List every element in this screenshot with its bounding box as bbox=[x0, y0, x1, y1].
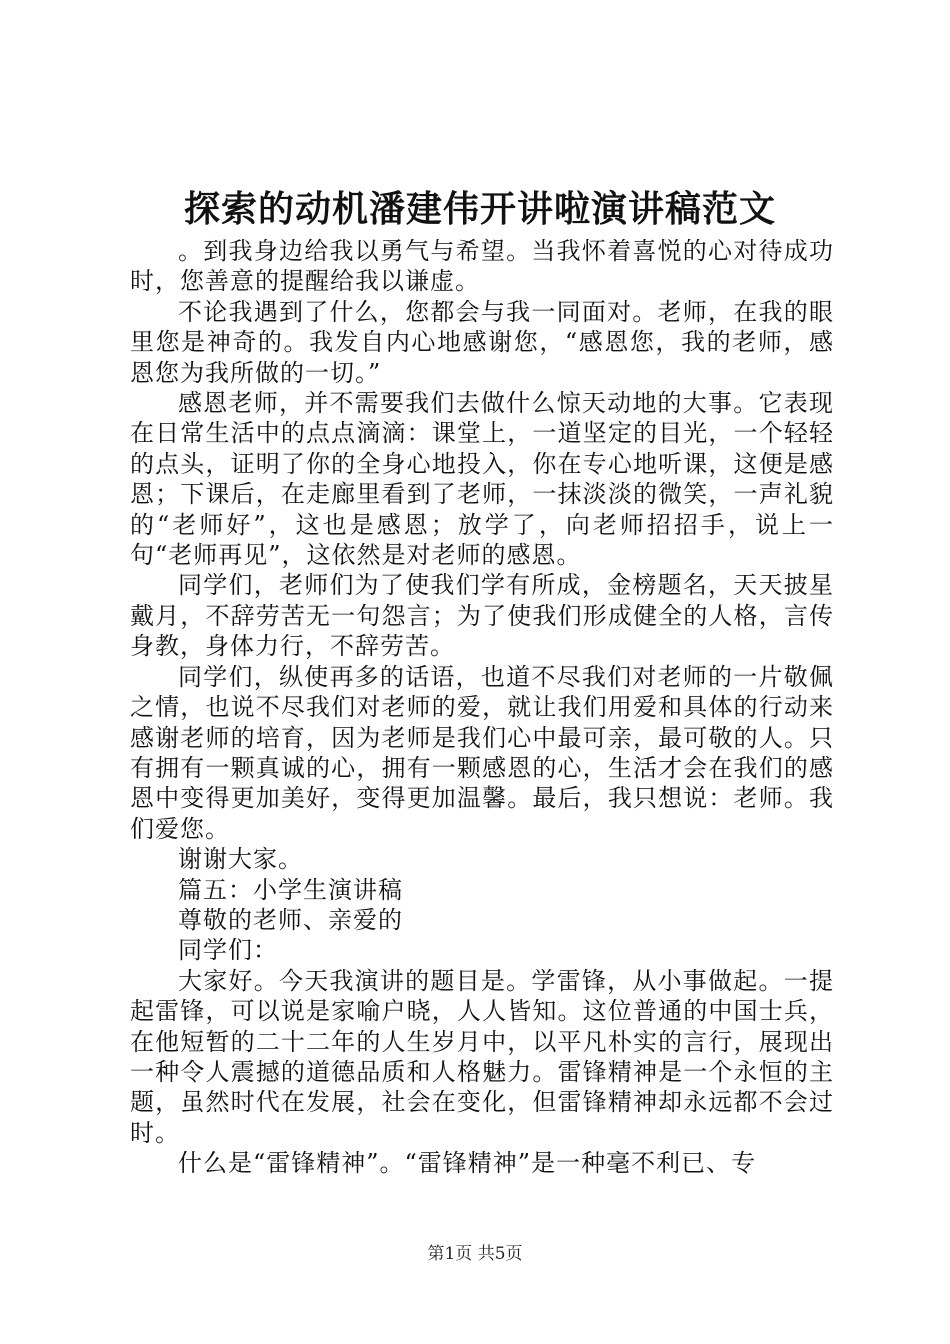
document-body bbox=[130, 236, 834, 1179]
paragraph: 什么是“雷锋精神”。“雷锋精神”是一种毫不利已、专 bbox=[178, 1149, 757, 1178]
page-footer: 第1页 共5页 bbox=[427, 1244, 523, 1264]
paragraph: 谢谢大家。 bbox=[178, 845, 303, 874]
salutation: 尊敬的老师、亲爱的 bbox=[178, 905, 403, 934]
salutation: 同学们： bbox=[178, 936, 278, 965]
document-title: 探索的动机潘建伟开讲啦演讲稿范文 bbox=[183, 188, 776, 230]
paragraph: 同学们，老师们为了使我们学有所成，金榜题名，天天披星戴月，不辞劳苦无一句怨言；为了使我们形成健全的人格，言传身教，身体力行，不辞劳苦。 bbox=[130, 571, 834, 661]
paragraph: 大家好。今天我演讲的题目是。学雷锋，从小事做起。一提起雷锋，可以说是家喻户晓，人人皆知。这位普通的中国士兵，在他短暂的二十二年的人生岁月中，以平凡朴实的言行，展现出一种令人震撼的道德品质和人格魅力。雷锋精神是一个永恒的主题，虽然时代在发展，社会在变化，但雷锋精神却永远都不会过时。 bbox=[130, 966, 834, 1147]
paragraph: 。到我身边给我以勇气与希望。当我怀着喜悦的心对待成功时，您善意的提醒给我以谦虚。 bbox=[130, 237, 834, 296]
paragraph: 不论我遇到了什么，您都会与我一同面对。老师，在我的眼里您是神奇的。我发自内心地感谢您，“感恩您，我的老师，感恩您为我所做的一切。” bbox=[130, 297, 834, 387]
section-heading: 篇五：小学生演讲稿 bbox=[178, 875, 403, 904]
document-page bbox=[130, 182, 834, 1179]
paragraph: 感恩老师，并不需要我们去做什么惊天动地的大事。它表现在日常生活中的点点滴滴：课堂上，一道坚定的目光，一个轻轻的点头，证明了你的全身心地投入，你在专心地听课，这便是感恩；下课后，在走廊里看到了老师，一抹淡淡的微笑，一声礼貌的“老师好”，这也是感恩；放学了，向老师招招手，说上一句“老师再见”，这依然是对老师的感恩。 bbox=[130, 389, 834, 570]
paragraph: 同学们，纵使再多的话语，也道不尽我们对老师的一片敬佩之情，也说不尽我们对老师的爱，就让我们用爱和具体的行动来感谢老师的培育，因为老师是我们心中最可亲，最可敬的人。只有拥有一颗真诚的心，拥有一颗感恩的心，生活才会在我们的感恩中变得更加美好，变得更加温馨。最后，我只想说：老师。我们爱您。 bbox=[130, 662, 834, 843]
